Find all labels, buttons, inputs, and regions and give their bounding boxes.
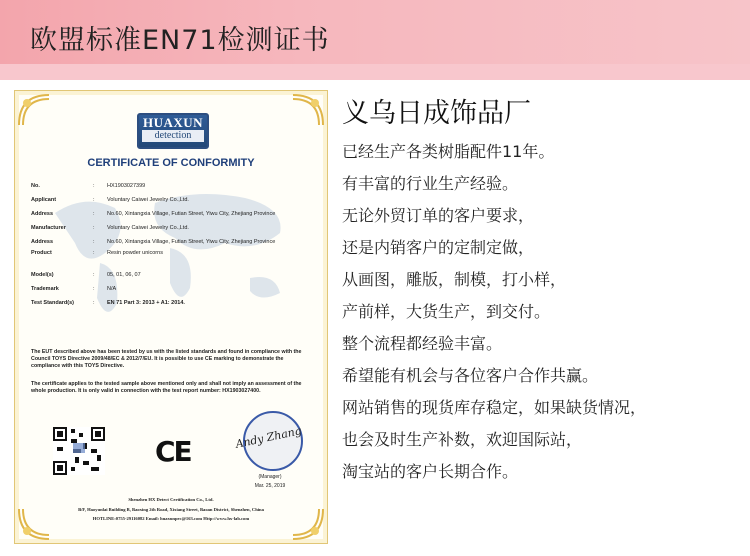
description-line: 有丰富的行业生产经验。	[342, 174, 519, 193]
field-label: No.	[31, 183, 40, 189]
description-line: 已经生产各类树脂配件11年。	[342, 142, 555, 161]
logo-brand: HUAXUN	[142, 115, 204, 130]
certificate-date: Mar. 25, 2019	[254, 483, 286, 489]
description-line: 从画图，雕版，制模，打小样，	[342, 270, 567, 289]
field-row: Manufacturer : Voluntary Caiwei Jewelry Co.,Ltd.	[31, 221, 321, 235]
field-label: Trademark	[31, 286, 59, 292]
description-line: 无论外贸订单的客户要求，	[342, 206, 535, 225]
field-row: Model(s) : 05, 01, 06, 07	[31, 268, 321, 282]
description-line: 还是内销客户的定制定做，	[342, 238, 535, 257]
field-label: Address	[31, 239, 54, 245]
field-value: EN 71 Part 3: 2013 + A1: 2014.	[107, 300, 185, 306]
field-label: Manufacturer	[31, 225, 66, 231]
signer-caption: (Manager)	[258, 474, 282, 480]
qr-code-icon	[53, 427, 105, 475]
field-value: No.60, Xintangxia Village, Futian Street, Yiwu City, Zhejiang Province	[107, 211, 276, 217]
footer-company: Shenzhen HX Detect Certification Co., Ltd.	[128, 497, 214, 502]
ce-mark: CE	[155, 435, 191, 468]
ornament-corner-icon	[17, 507, 51, 541]
field-row: Address : No.60, Xintangxia Village, Futian Street, Yiwu City, Zhejiang Province	[31, 235, 321, 249]
logo-sub: detection	[142, 130, 204, 142]
company-description	[342, 92, 742, 488]
ornament-corner-icon	[291, 507, 325, 541]
field-row: Test Standard(s) : EN 71 Part 3: 2013 + A1: 2014.	[31, 296, 321, 310]
field-label: Test Standard(s)	[31, 300, 74, 306]
field-row: No. : HX1903027399	[31, 179, 321, 193]
huaxun-logo	[137, 113, 209, 149]
field-label: Product	[31, 250, 52, 256]
certificate-fields	[31, 179, 321, 310]
compliance-statement: The EUT described above has been tested by us with the listed standards and found in compliance with the Council TOYS Directive 2009/48/EC & 2012/7/EU. It is possible to use CE marking to demonstrate the compliance with this TOYS Directive.	[31, 349, 302, 369]
field-value: No.60, Xintangxia Village, Futian Street, Yiwu City, Zhejiang Province	[107, 239, 276, 245]
field-value: Resin powder unicorns	[107, 250, 163, 256]
field-value: Voluntary Caiwei Jewelry Co.,Ltd.	[107, 197, 189, 203]
field-row: Trademark : N/A	[31, 282, 321, 296]
page-title: 欧盟标准EN71检测证书	[30, 25, 330, 56]
description-line: 淘宝站的客户长期合作。	[342, 462, 519, 481]
description-line: 希望能有机会与各位客户合作共赢。	[342, 366, 599, 385]
field-label: Address	[31, 211, 54, 217]
validity-statement: The certificate applies to the tested sample above mentioned only and shall not imply an assessment of the whole production. It is only valid in connection with the test report number: HX1903027400.	[31, 381, 302, 394]
header-banner	[0, 0, 750, 64]
description-line: 产前样，大货生产，到交付。	[342, 302, 551, 321]
description-line: 网站销售的现货库存稳定，如果缺货情况，	[342, 398, 647, 417]
company-name: 义乌日成饰品厂	[342, 98, 531, 129]
certificate-title: CERTIFICATE OF CONFORMITY	[87, 157, 255, 169]
field-value: HX1903027399	[107, 183, 146, 189]
ornament-corner-icon	[17, 93, 51, 127]
field-row: Applicant : Voluntary Caiwei Jewelry Co.,Ltd.	[31, 193, 321, 207]
field-row: Product : Resin powder unicorns	[31, 249, 321, 268]
field-value: Voluntary Caiwei Jewelry Co.,Ltd.	[107, 225, 189, 231]
field-value: 05, 01, 06, 07	[107, 272, 141, 278]
field-label: Model(s)	[31, 272, 54, 278]
field-row: Address : No.60, Xintangxia Village, Futian Street, Yiwu City, Zhejiang Province	[31, 207, 321, 221]
footer-contact: HOTLINE:0755-29116082 Email: huaxunpec@163.com Http://www.hx-lab.com	[92, 516, 250, 521]
field-value: N/A	[107, 286, 117, 292]
signature: Andy Zhang	[234, 424, 303, 451]
certificate-image	[14, 90, 328, 544]
footer-address: B/F, Haoyunlai Building B, Baoxing 2th Road, Xixiang Street, Baoan District, Shenzhen, China	[78, 507, 264, 512]
ornament-corner-icon	[291, 93, 325, 127]
description-line: 整个流程都经验丰富。	[342, 334, 503, 353]
description-line: 也会及时生产补数，欢迎国际站，	[342, 430, 583, 449]
field-label: Applicant	[31, 197, 57, 203]
